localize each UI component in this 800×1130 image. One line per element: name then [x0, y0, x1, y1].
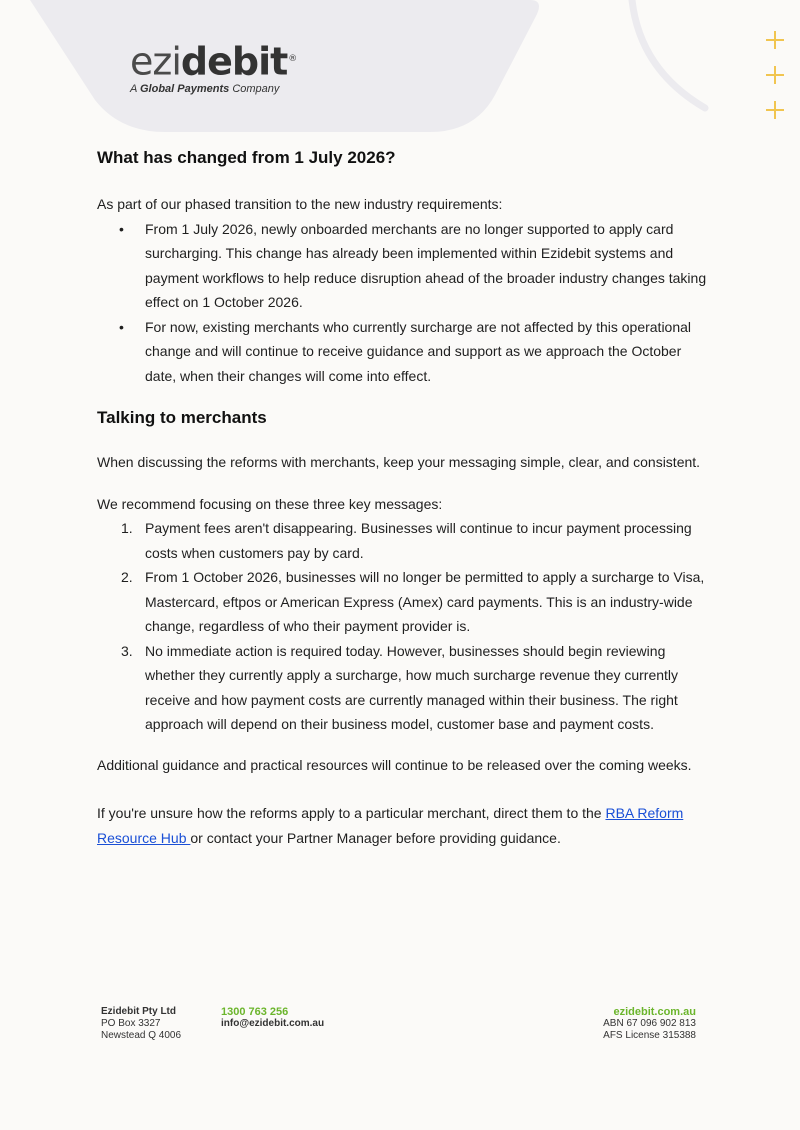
footer-address: Ezidebit Pty Ltd PO Box 3327 Newstead Q 4006: [101, 1006, 182, 1041]
section-heading-changes: What has changed from 1 July 2026?: [97, 148, 396, 167]
list-item: 2. From 1 October 2026, businesses will no longer be permitted to apply a surcharge to Visa, Mastercard, eftpos or American Express (Amex) card payments. This is an industry-wide change, regardless of who their payment provider is.: [121, 569, 705, 634]
plus-icon: [766, 66, 784, 84]
plus-icon: [766, 31, 784, 49]
paragraph: When discussing the reforms with merchants, keep your messaging simple, clear, and consistent.: [97, 454, 701, 470]
footer-legal: ezidebit.com.au ABN 67 096 902 813 AFS License 315388: [603, 1006, 696, 1041]
paragraph: Additional guidance and practical resources will continue to be released over the coming weeks.: [97, 756, 692, 773]
footer-phone: 1300 763 256: [221, 1006, 289, 1018]
bullet-item: • For now, existing merchants who currently surcharge are not affected by this operational change and will continue to receive guidance and support as we approach the October date, when their changes will come into effect.: [119, 318, 692, 384]
changes-bullet-list: [97, 217, 707, 389]
key-messages-list: [97, 516, 707, 737]
logo-tagline: A Global Payments Company: [130, 82, 280, 95]
footer-contact: [221, 1006, 324, 1030]
bullet-item: • From 1 July 2026, newly onboarded merchants are no longer supported to apply card surcharging. This change has already been implemented within Ezidebit systems and payment workflows to help reduce disruption ahead of the broader industry changes taking effect on 1 October 2026.: [119, 220, 707, 310]
header-decoration: [0, 0, 800, 140]
list-item: 3. No immediate action is required today. However, businesses should begin reviewing whether they currently apply a surcharge, how much surcharge revenue they currently receive and how payment costs are currently managed within their business. The right approach will depend on their business model, customer base and payment costs.: [121, 642, 679, 732]
footer-email: info@ezidebit.com.au: [221, 1018, 325, 1029]
section-heading-talking: Talking to merchants: [97, 408, 267, 427]
list-item: 1. Payment fees aren't disappearing. Businesses will continue to incur payment processing costs when customers pay by card.: [121, 520, 692, 561]
section-intro: As part of our phased transition to the new industry requirements:: [97, 196, 503, 212]
plus-icon: [766, 101, 784, 119]
ezidebit-logo: ezidebit® A Global Payments Company: [130, 39, 297, 95]
paragraph: If you're unsure how the reforms apply to a particular merchant, direct them to the RBA Reform Resource Hub or contact your Partner Manager before providing guidance.: [97, 805, 684, 846]
footer-website: ezidebit.com.au: [613, 1006, 696, 1018]
main-content: [97, 148, 707, 850]
paragraph: We recommend focusing on these three key messages:: [97, 495, 443, 512]
rba-reform-hub-link[interactable]: RBA Reform Resource Hub: [97, 805, 684, 846]
